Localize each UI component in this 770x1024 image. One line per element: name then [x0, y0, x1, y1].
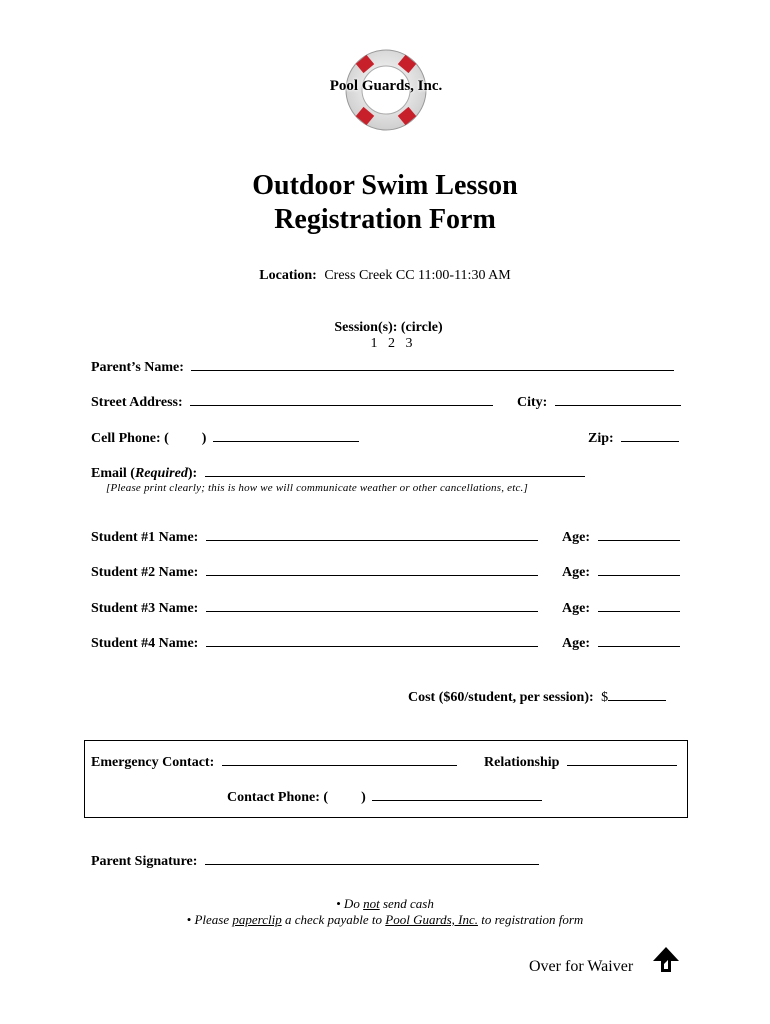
relationship-row [484, 753, 677, 771]
student-1-name-label: Student #1 Name: [91, 530, 199, 545]
street-address-row [91, 393, 493, 411]
contact-phone-field[interactable] [372, 788, 542, 801]
emergency-contact-row [91, 753, 457, 771]
signature-row [91, 852, 539, 870]
signature-label: Parent Signature: [91, 854, 198, 869]
student-2-row [91, 563, 538, 581]
student-4-name-label: Student #4 Name: [91, 636, 199, 651]
over-for-waiver-text: Over for Waiver [529, 958, 634, 975]
city-label: City: [517, 395, 548, 410]
email-required: Required [134, 466, 188, 481]
student-3-row [91, 599, 538, 617]
cell-phone-label: Cell Phone: ( [91, 431, 169, 446]
sessions [0, 304, 770, 352]
email-field[interactable] [205, 464, 585, 477]
cost-field[interactable] [608, 688, 666, 701]
emergency-contact-field[interactable] [222, 753, 457, 766]
student-4-age-label: Age: [562, 636, 590, 651]
city-field[interactable] [555, 393, 681, 406]
logo-text: Pool Guards, Inc. [329, 78, 443, 94]
contact-phone-row [227, 788, 542, 806]
cost-label: Cost ($60/student, per session): [408, 690, 594, 705]
cell-phone-field[interactable] [213, 429, 359, 442]
location-label: Location: [259, 268, 317, 283]
parent-name-row [91, 358, 674, 376]
contact-phone-close: ) [361, 790, 366, 805]
zip-row [588, 429, 679, 447]
cost-currency: $ [601, 690, 609, 705]
email-note: [Please print clearly; this is how we will communicate weather or other cancellations, etc.] [106, 482, 528, 494]
student-1-row [91, 528, 538, 546]
student-3-name-label: Student #3 Name: [91, 601, 199, 616]
relationship-label: Relationship [484, 755, 560, 770]
student-3-age-field[interactable] [598, 599, 680, 612]
logo [318, 44, 454, 136]
student-3-age-row [562, 599, 680, 617]
page-title [0, 169, 770, 237]
student-3-name-field[interactable] [206, 599, 538, 612]
student-2-age-row [562, 563, 680, 581]
relationship-field[interactable] [567, 753, 677, 766]
turn-page-arrow-icon [651, 946, 681, 974]
email-label: Email (Required): [91, 466, 198, 481]
student-4-row [91, 634, 538, 652]
sessions-options: 1 2 3 [370, 336, 413, 351]
sessions-label: Session(s): (circle) [334, 320, 443, 335]
student-4-name-field[interactable] [206, 634, 538, 647]
street-address-label: Street Address: [91, 395, 183, 410]
location [0, 268, 770, 284]
over-for-waiver [529, 958, 633, 976]
student-1-age-row [562, 528, 680, 546]
cell-phone-row [91, 429, 359, 447]
contact-phone-label: Contact Phone: ( [227, 790, 329, 805]
student-2-age-label: Age: [562, 565, 590, 580]
note-no-cash: • Do not send cash [336, 896, 434, 911]
student-2-name-label: Student #2 Name: [91, 565, 199, 580]
student-4-age-row [562, 634, 680, 652]
student-4-age-field[interactable] [598, 634, 680, 647]
email-row [91, 464, 585, 482]
student-2-age-field[interactable] [598, 563, 680, 576]
note-paperclip: • Please paperclip a check payable to Pool Guards, Inc. to registration form [186, 912, 584, 927]
emergency-box [84, 740, 688, 818]
parent-name-label: Parent’s Name: [91, 360, 184, 375]
emergency-contact-label: Emergency Contact: [91, 755, 215, 770]
student-1-age-field[interactable] [598, 528, 680, 541]
street-address-field[interactable] [190, 393, 493, 406]
student-1-name-field[interactable] [206, 528, 538, 541]
location-value: Cress Creek CC 11:00-11:30 AM [324, 268, 511, 283]
cell-phone-close: ) [201, 431, 207, 446]
city-row [517, 393, 681, 411]
cost-row [408, 688, 666, 706]
zip-field[interactable] [621, 429, 679, 442]
student-2-name-field[interactable] [206, 563, 538, 576]
title-line-1: Outdoor Swim Lesson [252, 170, 518, 201]
title-line-2: Registration Form [274, 204, 496, 235]
student-1-age-label: Age: [562, 530, 590, 545]
signature-field[interactable] [205, 852, 539, 865]
zip-label: Zip: [588, 431, 614, 446]
student-3-age-label: Age: [562, 601, 590, 616]
parent-name-field[interactable] [191, 358, 674, 371]
